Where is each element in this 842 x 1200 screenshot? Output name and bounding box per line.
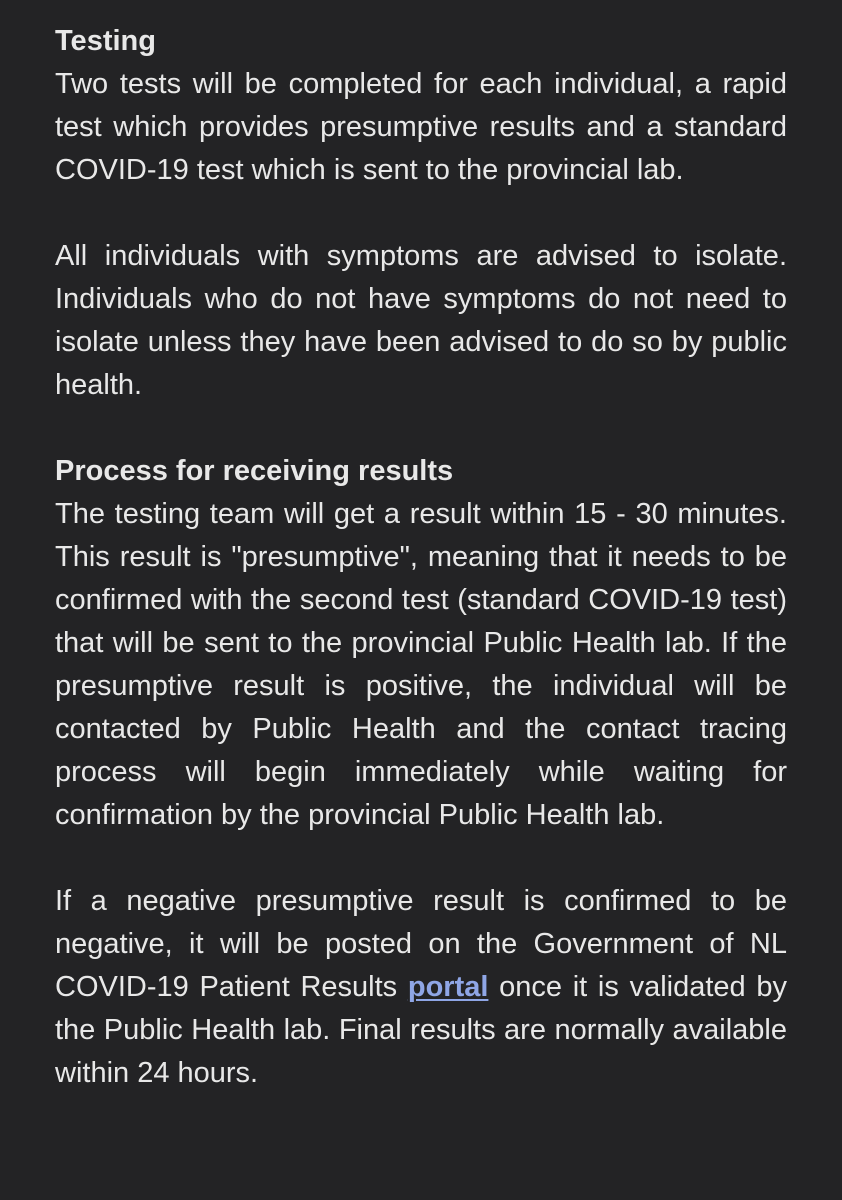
portal-link[interactable]: portal xyxy=(407,971,489,1003)
paragraph-negative-result xyxy=(55,880,787,1095)
section-heading-process: Process for receiving results xyxy=(55,455,454,487)
section-testing xyxy=(55,20,787,407)
text-before-link: If a negative presumptive result is confirmed to be negative, it will be posted on the Government of NL COVID-19 Patient Results xyxy=(55,885,787,1003)
paragraph-tests-description: Two tests will be completed for each individual, a rapid test which provides presumptive results and a standard COVID-19 test which is sent to the provincial lab. xyxy=(55,68,787,186)
text-after-link: once it is validated by the Public Health lab. Final results are normally available within 24 hours. xyxy=(55,971,787,1089)
paragraph-isolation-advice: All individuals with symptoms are advised to isolate. Individuals who do not have symptoms do not need to isolate unless they have been advised to do so by public health. xyxy=(55,240,787,401)
section-heading-testing: Testing xyxy=(55,25,156,57)
document-body xyxy=(55,20,787,1095)
section-process-results xyxy=(55,450,787,1095)
paragraph-presumptive-result: The testing team will get a result within 15 - 30 minutes. This result is "presumptive", meaning that it needs to be confirmed with the second test (standard COVID-19 test) that will be sent to the provincial Public Health lab. If the presumptive result is positive, the individual will be contacted by Public Health and the contact tracing process will begin immediately while waiting for confirmation by the provincial Public Health lab. xyxy=(55,498,787,831)
